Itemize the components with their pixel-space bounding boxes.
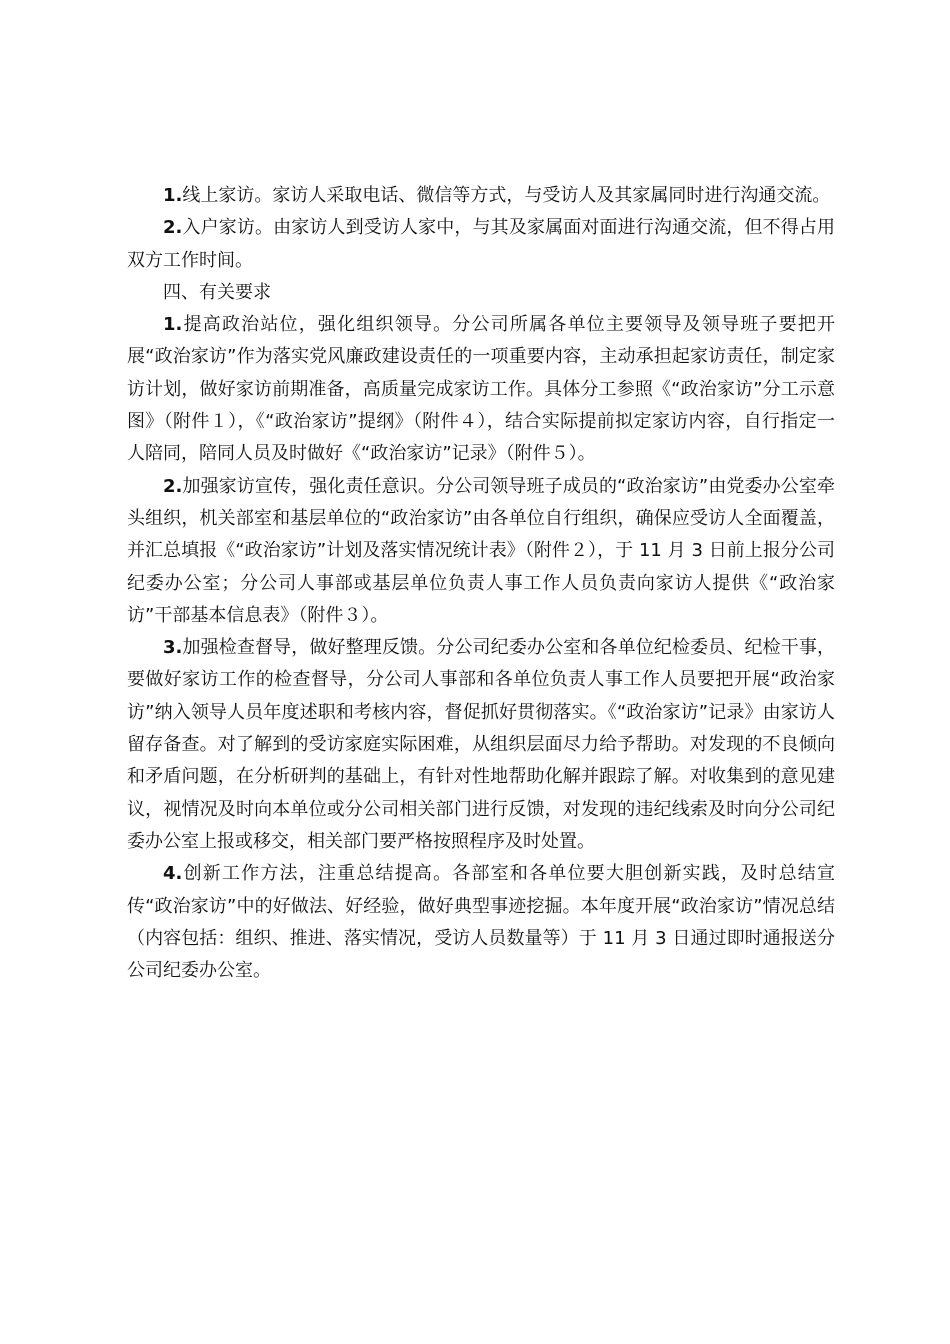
paragraph-number: 2. <box>163 217 183 239</box>
paragraph-home-visit <box>127 212 835 277</box>
paragraph-number: 2. <box>163 475 183 497</box>
paragraph-text: 加强家访宣传，强化责任意识。分公司领导班子成员的“政治家访”由党委办公室牵头组织，机关部室和基层单位的“政治家访”由各单位自行组织，确保应受访人全面覆盖，并汇总填报《“政治家访”计划及落实情况统计表》（附件２），于 11 月 3 日前上报分公司纪委办公室；分公司人事部或基层单位负责人事工作人员负责向家访人提供《“政治家访”干部基本信息表》（附件３）。 <box>127 475 835 626</box>
paragraph-number: 1. <box>163 185 183 206</box>
requirement-paragraph <box>127 632 835 858</box>
requirement-paragraph <box>127 309 835 470</box>
section-heading: 四、有关要求 <box>163 281 271 303</box>
paragraph-text: 创新工作方法，注重总结提高。各部室和各单位要大胆创新实践，及时总结宣传“政治家访”中的好做法、好经验，做好典型事迹挖掘。本年度开展“政治家访”情况总结（内容包括：组织、推进、落实情况，受访人员数量等）于 11 月 3 日通过即时通报送分公司纪委办公室。 <box>127 863 835 982</box>
paragraph-text: 提高政治站位，强化组织领导。分公司所属各单位主要领导及领导班子要把开展“政治家访”作为落实党风廉政建设责任的一项重要内容，主动承担起家访责任，制定家访计划，做好家访前期准备，高质量完成家访工作。具体分工参照《“政治家访”分工示意图》（附件１），《“政治家访”提纲》（附件４），结合实际提前拟定家访内容，自行指定一人陪同，陪同人员及时做好《“政治家访”记录》（附件５）。 <box>127 314 835 465</box>
paragraph-text: 入户家访。由家访人到受访人家中，与其及家属面对面进行沟通交流，但不得占用双方工作时间。 <box>127 217 835 271</box>
paragraph-text: 线上家访。家访人采取电话、微信等方式，与受访人及其家属同时进行沟通交流。 <box>182 185 831 206</box>
paragraph-number: 4. <box>163 863 183 885</box>
requirement-paragraph <box>127 858 835 987</box>
paragraph-number: 3. <box>163 637 183 659</box>
requirement-paragraph <box>127 471 835 632</box>
paragraph-number: 1. <box>163 314 183 336</box>
paragraph-text: 加强检查督导，做好整理反馈。分公司纪委办公室和各单位纪检委员、纪检干事，要做好家访工作的检查督导，分公司人事部和各单位负责人事工作人员要把开展“政治家访”纳入领导人员年度述职和考核内容，督促抓好贯彻落实。《“政治家访”记录》由家访人留存备查。对了解到的受访家庭实际困难，从组织层面尽力给予帮助。对发现的不良倾向和矛盾问题，在分析研判的基础上，有针对性地帮助化解并跟踪了解。对收集到的意见建议，视情况及时向本单位或分公司相关部门进行反馈，对发现的违纪线索及时向分公司纪委办公室上报或移交，相关部门要严格按照程序及时处置。 <box>127 637 835 852</box>
paragraph-online-visit <box>127 180 835 212</box>
document-page <box>127 180 835 987</box>
